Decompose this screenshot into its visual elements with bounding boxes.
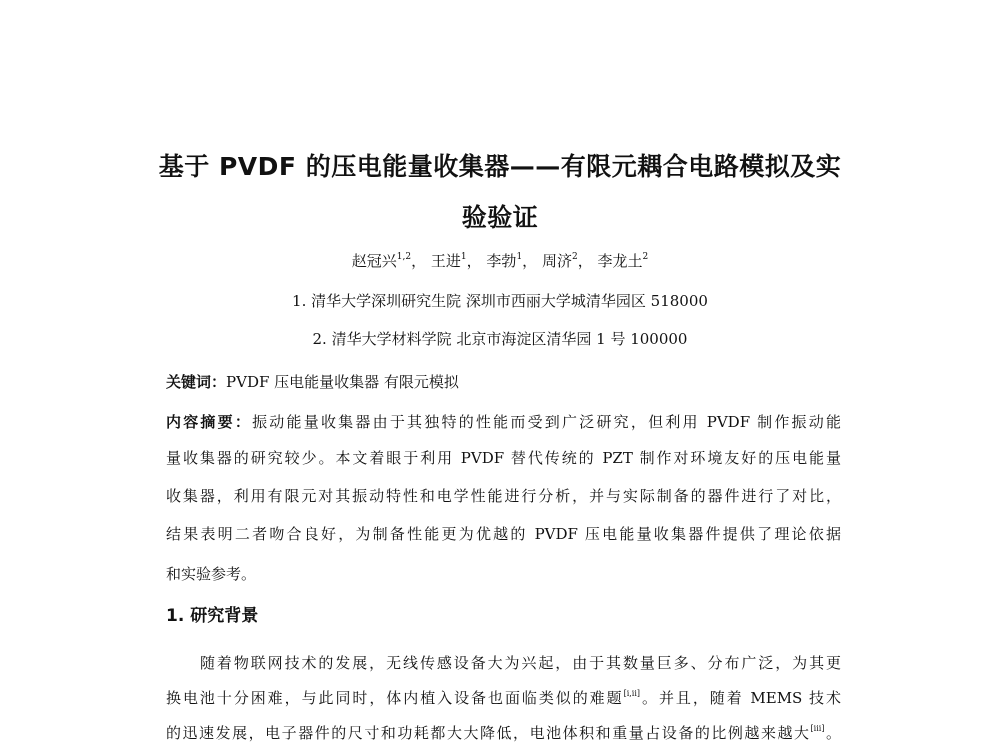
affiliation-1: 1. 清华大学深圳研究生院 深圳市西丽大学城清华园区 518000 [292,292,708,310]
body-text: 换电池十分困难，与此同时，体内植入设备也面临类似的难题 [166,689,624,707]
citation-ref: [i,ii] [623,689,641,698]
body-line: 随着物联网技术的发展，无线传感设备大为兴起，由于其数量巨多、分布广泛，为其更 [200,654,841,672]
author-affiliation-mark: 1,2 [396,252,412,262]
author-list: 赵冠兴$^{1,2}$， 王进$^1$， 李勃$^1$， 周济$^2$， 李龙土$^2$ [351,252,649,270]
body-text: 。 [824,724,841,742]
abstract-line [166,411,841,432]
abstract-line: 量收集器的研究较少。本文着眼于利用 PVDF 替代传统的 PZT 制作对环境友好的压电能量 [166,449,841,467]
keywords [166,371,841,392]
section-heading: 1. 研究背景 [166,606,259,626]
abstract-line: 和实验参考。 [166,565,257,583]
body-text: 。并且，随着 MEMS 技术 [640,689,841,707]
body-line [166,722,841,743]
body-text: 的迅速发展，电子器件的尺寸和功耗都大大降低，电池体积和重量占设备的比例越来越大 [166,724,811,742]
body-line [166,687,841,708]
author-affiliation-mark: 1 [460,252,467,262]
author-affiliation-mark: 2 [642,252,649,262]
affiliation-2: 2. 清华大学材料学院 北京市海淀区清华园 1 号 100000 [312,330,688,348]
author-name: 李勃 [486,252,517,270]
abstract-label: 内容摘要： [166,413,253,431]
author-affiliation-mark: 2 [571,252,578,262]
author-affiliation-mark: 1 [516,252,523,262]
citation-ref: [iii] [810,724,825,733]
paper-title-line2: 验验证 [461,203,539,232]
abstract-line: 收集器，利用有限元对其振动特性和电学性能进行分析，并与实际制备的器件进行了对比， [166,487,841,505]
abstract-text: 振动能量收集器由于其独特的性能而受到广泛研究，但利用 PVDF 制作振动能 [252,413,841,431]
keywords-label: 关键词： [166,373,227,391]
keywords-text: PVDF 压电能量收集器 有限元模拟 [226,373,459,391]
author-name: 王进 [430,252,461,270]
author-name: 李龙土 [597,252,643,270]
abstract-line: 结果表明二者吻合良好，为制备性能更为优越的 PVDF 压电能量收集器件提供了理论依据 [166,525,841,543]
author-name: 周济 [541,252,572,270]
author-name: 赵冠兴 [351,252,397,270]
paper-title-line1: 基于 PVDF 的压电能量收集器——有限元耦合电路模拟及实 [158,152,842,181]
